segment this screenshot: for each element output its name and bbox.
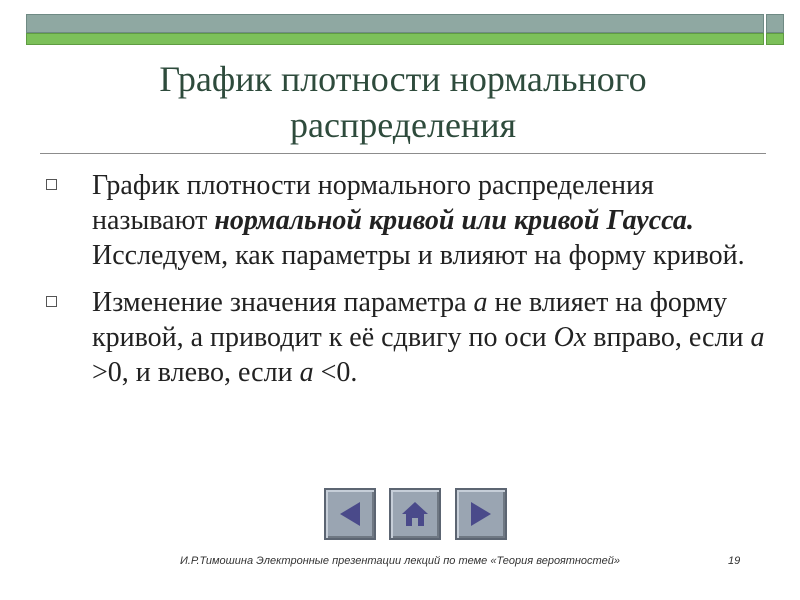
bullet-2-param-a-3: a xyxy=(299,357,314,388)
bullet-1-term: нормальной кривой или кривой Гаусса. xyxy=(214,205,694,236)
title-divider xyxy=(40,153,766,154)
bullet-1-text-a: График плотности нормального распределения называют xyxy=(92,170,654,236)
slide-title xyxy=(40,56,766,148)
footer-caption: И.Р.Тимошина Электронные презентации лекций по теме «Теория вероятностей» xyxy=(179,555,621,567)
bullet-1-text-b: Исследуем, как параметры и влияют на форму кривой. xyxy=(92,240,745,271)
top-decor-band xyxy=(26,14,764,33)
page-number: 19 xyxy=(728,555,741,567)
bullet-2-param-a-2: a xyxy=(750,322,765,353)
corner-decor-top xyxy=(766,14,784,33)
bullet-2-text-e: <0. xyxy=(313,357,358,388)
bullet-list xyxy=(40,168,770,402)
triangle-right-icon xyxy=(465,498,497,530)
slide-title-line-2: распределения xyxy=(289,105,517,145)
previous-slide-button[interactable] xyxy=(324,488,376,540)
bullet-2-text-a: Изменение значения параметра xyxy=(92,287,474,318)
triangle-left-icon xyxy=(334,498,366,530)
bullet-2-text-c: вправо, если xyxy=(586,322,751,353)
next-slide-button[interactable] xyxy=(455,488,507,540)
home-icon xyxy=(399,498,431,530)
slide-title-line-1: График плотности нормального xyxy=(159,59,647,99)
corner-decor-bottom xyxy=(766,33,784,45)
bullet-2-axis-ox: Ox xyxy=(553,322,587,353)
bullet-item xyxy=(40,285,770,390)
bullet-2-param-a: a xyxy=(473,287,488,318)
bullet-2-text-d: >0, и влево, если xyxy=(92,357,300,388)
bullet-item xyxy=(40,168,770,273)
home-button[interactable] xyxy=(389,488,441,540)
bullet-2-text-b: не влияет на форму кривой, а приводит к её сдвигу по оси xyxy=(92,287,728,353)
bullet-square-icon xyxy=(46,296,57,307)
top-decor-band-green xyxy=(26,33,764,45)
bullet-square-icon xyxy=(46,179,57,190)
